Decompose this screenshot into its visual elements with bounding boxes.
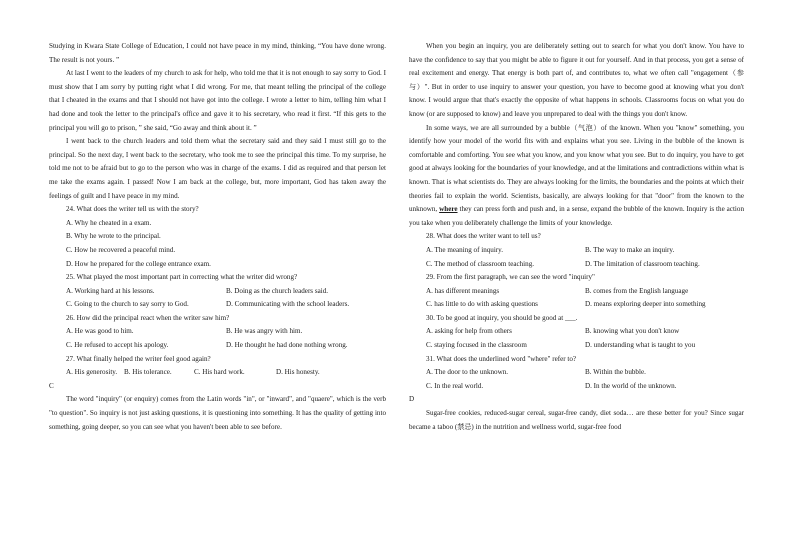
question-31: 31. What does the underlined word "where" refer to? <box>426 354 577 363</box>
question-26-options-row-1 <box>49 325 386 339</box>
question-30-option-c: C. staying focused in the classroom <box>426 341 527 350</box>
question-25: 25. What played the most important part in correcting what the writer did wrong? <box>66 273 298 282</box>
question-26-option-c: C. He refused to accept his apology. <box>66 341 169 350</box>
left-column <box>49 40 386 434</box>
passage-b-paragraph-1: Studying in Kwara State College of Education, I could not have peace in my mind, thinking, “You have done wrong. The result is not yours. ” <box>49 42 386 64</box>
question-29-option-c: C. has little to do with asking questions <box>426 300 538 309</box>
question-28: 28. What does the writer want to tell us? <box>426 232 541 241</box>
passage-c-paragraph-3-part-1: In some ways, we are all surrounded by a bubble（气泡）of the known. When you "know" something, you identify how your model of the world fits with and explains what you see. Living in the bubble of the known is comfortable and comforting. You see what you know, and you know what you see. But to do inquiry, you have to get good at always looking for the boundaries of your knowledge, and at the limitations and contradictions within what is known. That is what scientists do. They are always looking for the limits, the boundaries and the points at which their theories fail to explain the world. Scientists, basically, are always looking for that "door" from the known to the unknown, <box>409 123 744 214</box>
question-28-option-a: A. The meaning of inquiry. <box>426 245 504 254</box>
question-29-options-row-2 <box>409 298 744 312</box>
question-29-option-d: D. means exploring deeper into something <box>585 300 706 309</box>
question-24-option-a: A. Why he cheated in a exam. <box>66 218 152 227</box>
question-30-option-a: A. asking for help from others <box>426 327 512 336</box>
passage-b-paragraph-3: I went back to the church leaders and told them what the secretary said and they said I must still go to the principal. So the next day, I went back to the secretary, who took me to see the principal this time. To my surprise, he told me not to be afraid but to go to the person who was in charge of the exams. I did as required and that person let me take the exams again. I passed! Now I am back at the college, but, more important, God has taken away the feelings of guilt and I have peace in my mind. <box>49 137 386 200</box>
underlined-word-where: where <box>439 205 458 214</box>
question-27: 27. What finally helped the writer feel good again? <box>66 354 211 363</box>
question-28-option-c: C. The method of classroom teaching. <box>426 259 535 268</box>
question-25-option-b: B. Doing as the church leaders said. <box>226 286 329 295</box>
question-31-options-row-2 <box>409 380 744 394</box>
question-29-option-b: B. comes from the English language <box>585 286 689 295</box>
question-25-options-row-1 <box>49 285 386 299</box>
question-24-option-d: D. How he prepared for the college entrance exam. <box>66 259 211 268</box>
question-27-option-b: B. His tolerance. <box>124 368 172 377</box>
question-29: 29. From the first paragraph, we can see the word "inquiry" <box>426 273 595 282</box>
question-31-option-c: C. In the real world. <box>426 381 484 390</box>
question-30-option-d: D. understanding what is taught to you <box>585 341 696 350</box>
question-31-options-row-1 <box>409 366 744 380</box>
question-31-option-d: D. In the world of the unknown. <box>585 381 677 390</box>
question-27-options <box>49 366 386 380</box>
question-27-option-a: A. His generosity. <box>66 368 118 377</box>
question-28-option-b: B. The way to make an inquiry. <box>585 245 675 254</box>
passage-c-paragraph-1: The word "inquiry" (or enquiry) comes from the Latin words "in", or "inward", and "quaere", which is the verb "to question". So inquiry is not just asking questions, it is questioning into something. It has the quality of getting into something, going deeper, so you can see what you haven't been able to see before. <box>49 395 386 431</box>
section-c-heading: C <box>49 381 54 390</box>
question-26: 26. How did the principal react when the writer saw him? <box>66 313 230 322</box>
section-d-heading: D <box>409 395 415 404</box>
question-29-option-a: A. has different meanings <box>426 286 500 295</box>
passage-c-paragraph-3-part-2: they can press forth and push and, in a sense, expand the bubble of the known. Inquiry is the action you take when you deliberately challenge the limits of your knowledge. <box>409 205 744 227</box>
passage-c-paragraph-2: When you begin an inquiry, you are deliberately setting out to search for what you don't know. You have to have the confidence to say that you might be able to figure it out for yourself. And in that process, you get a sense of real excitement and energy. That energy is both part of, and contributes to, what we often call "engagement（参与）". But in order to use inquiry to answer your question, you have to become good at knowing what you don't know. I would argue that that's exactly the opposite of what happens in schools. Classrooms focus on what you do know (or are supposed to know) and leave you unprepared to deal with the things you don't know. <box>409 42 744 118</box>
question-30-options-row-1 <box>409 325 744 339</box>
question-26-option-b: B. He was angry with him. <box>226 327 303 336</box>
question-30-options-row-2 <box>409 339 744 353</box>
question-31-option-a: A. The door to the unknown. <box>426 368 509 377</box>
question-25-option-a: A. Working hard at his lessons. <box>66 286 155 295</box>
question-26-options-row-2 <box>49 339 386 353</box>
question-24-option-c: C. How he recovered a peaceful mind. <box>66 245 176 254</box>
question-24-option-b: B. Why he wrote to the principal. <box>66 232 161 241</box>
question-25-options-row-2 <box>49 298 386 312</box>
question-26-option-a: A. He was good to him. <box>66 327 134 336</box>
question-28-options-row-2 <box>409 258 744 272</box>
question-27-option-d: D. His honesty. <box>276 368 320 377</box>
question-25-option-d: D. Communicating with the school leaders. <box>226 300 350 309</box>
question-28-options-row-1 <box>409 244 744 258</box>
passage-b-paragraph-2: At last I went to the leaders of my church to ask for help, who told me that it is not enough to say sorry to God. I must show that I am sorry by putting right what I did wrong. For me, that meant telling the principal of the college that I cheated in the exams and that I should not have got into the college. I wrote a letter to him, telling him what I had done and took the letter to the principal's office and gave it to his secretary, who read it first. “If this gets to the principal you will go to prison, ” she said, “Go away and think about it. ” <box>49 69 386 132</box>
question-31-option-b: B. Within the bubble. <box>585 368 646 377</box>
question-30-option-b: B. knowing what you don't know <box>585 327 680 336</box>
passage-d-paragraph-1: Sugar-free cookies, reduced-sugar cereal, sugar-free candy, diet soda… are these better for you? Since sugar became a taboo (禁忌) in the nutrition and wellness world, sugar-free food <box>409 409 744 431</box>
question-25-option-c: C. Going to the church to say sorry to God. <box>66 300 189 309</box>
question-24: 24. What does the writer tell us with the story? <box>66 205 199 214</box>
question-26-option-d: D. He thought he had done nothing wrong. <box>226 341 348 350</box>
question-29-options-row-1 <box>409 285 744 299</box>
question-30: 30. To be good at inquiry, you should be good at ___. <box>426 313 578 322</box>
right-column <box>409 40 744 434</box>
passage-c-paragraph-3 <box>409 122 744 231</box>
question-27-option-c: C. His hard work. <box>194 368 245 377</box>
question-28-option-d: D. The limitation of classroom teaching. <box>585 259 700 268</box>
